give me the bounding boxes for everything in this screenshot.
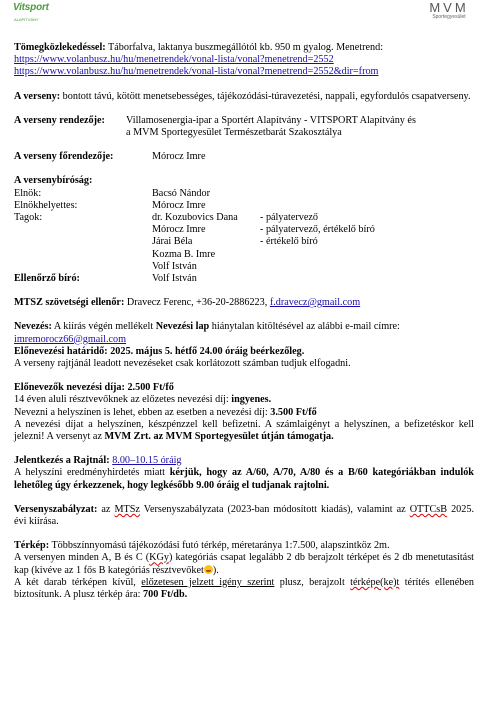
transport-text: Táborfalva, laktanya buszmegállótól kb. 950 m gyalog. Menetrend: [105, 42, 384, 53]
smiley-icon [204, 565, 213, 574]
jury-title: A versenybíróság: [14, 175, 93, 187]
chief-label: A verseny főrendezője: [14, 151, 114, 163]
jury-row: Kozma B. Imre [152, 248, 216, 260]
organizer-label: A verseny rendezője: [14, 114, 105, 126]
mvm-logo [414, 1, 484, 27]
race-paragraph [14, 91, 474, 103]
jury-row: Mórocz Imre - pályatervező, értékelő bíró [152, 224, 375, 236]
rules-label: Versenyszabályzat: [14, 503, 98, 515]
page-header [0, 0, 497, 28]
organizer-block [14, 115, 474, 139]
registration-time: 8.00–10.15 óráig [112, 455, 182, 467]
jury-row: Járai Béla - értékelő bíró [152, 236, 318, 248]
chief-name: Mórocz Imre [152, 151, 206, 163]
timetable-link-1[interactable]: https://www.volanbusz.hu/hu/menetrendek/vonal-lista/vonal?menetrend=2552 [14, 54, 334, 66]
vitsport-logo-sub: ALAPÍTVÁNY [14, 17, 39, 22]
map-label: Térkép: [14, 540, 50, 552]
mvm-logo-text: MVM [429, 0, 469, 15]
race-label: A verseny: [14, 90, 61, 102]
vitsport-logo-text: Vitsport [13, 2, 49, 13]
jury-row: Tagok: dr. Kozubovics Dana - pályatervező [14, 211, 318, 223]
map-paragraph-2: A versenyen minden A, B és C (KGy) kategóriás csapat legalább 2 db berajzolt térképet és 2 db menetutasítást kap (kivéve az 1 fős B kategóriás résztvevőket ). [14, 552, 474, 576]
deadline-line: Előnevezési határidő: 2025. május 5. hétfő 24.00 óráig beérkezőleg. [14, 345, 305, 357]
mvm-logo-sub: Sportegyesület [432, 14, 466, 20]
map-line-1: Térkép: Többszínnyomású tájékozódási futó térkép, méretaránya 1:7.500, alapszintköz 2m. [14, 540, 390, 552]
mtsz-email-link[interactable]: f.dravecz@gmail.com [269, 297, 361, 309]
mtsz-paragraph: MTSZ szövetségi ellenőr: Dravecz Ferenc, +36-20-2886223, f.dravecz@gmail.com [14, 297, 361, 309]
fee-label: Előnevezők nevezési díja: 2.500 Ft/fő [14, 382, 174, 394]
vitsport-logo [13, 2, 75, 26]
entry-email-link[interactable]: imremorocz66@gmail.com [14, 333, 127, 345]
jury-table [14, 188, 474, 286]
jury-row: Elnök: Bacsó Nándor [14, 187, 210, 199]
registration-paragraph: A helyszíni eredményhirdetés miatt kérjük, hogy az A/60, A/70, A/80 és a B/60 kategóriákban indulók lehetőleg úgy érkezzenek, hogy legkésőbb 9.00 óráig el tudjanak rajtolni. [14, 467, 474, 491]
payment-paragraph: A nevezési díjat a helyszínen, készpénzzel kell befizetni. A számlaigényt a helyszínen, a befizetéskor kell jelezni! A versenyt az MVM Zrt. az MVM Sportegyesület útján támogatja. [14, 418, 474, 442]
jury-row: Elnökhelyettes: Mórocz Imre [14, 199, 206, 211]
entry-note: A verseny rajtjánál leadott nevezéseket csak korlátozott számban tudjuk elfogadni. [14, 357, 351, 369]
rules-paragraph: Versenyszabályzat: az MTSz Versenyszabályzata (2023-ban módosított kiadás), valamint az OTTCsB 2025. évi kiírása. [14, 503, 474, 527]
onsite-line: Nevezni a helyszínen is lehet, ebben az esetben a nevezési díj: 3.500 Ft/fő [14, 406, 317, 418]
entry-paragraph: Nevezés: A kiírás végén mellékelt Nevezési lap hiánytalan kitöltésével az alábbi e-mail címre: [14, 321, 400, 333]
chief-row [14, 151, 474, 163]
race-text: bontott távú, kötött menetsebességes, tájékozódási-túravezetési, nappali, egyfordulós csapatverseny. [60, 90, 471, 102]
jury-row: Volf István [152, 260, 197, 272]
mtsz-label: MTSZ szövetségi ellenőr: [14, 297, 125, 309]
entry-label: Nevezés: [14, 321, 52, 333]
transport-paragraph [14, 42, 474, 54]
document-body [14, 42, 474, 601]
timetable-link-2[interactable]: https://www.volanbusz.hu/hu/menetrendek/vonal-lista/vonal?menetrend=2552&dir=from [14, 66, 379, 78]
map-paragraph-3: A két darab térképen kívül, előzetesen jelzett igény szerint plusz, berajzolt térképe(ke)t térítés ellenében biztosítunk. A plusz térkép ára: 700 Ft/db. [14, 576, 475, 600]
under14-line: 14 éven aluli résztvevőknek az előzetes nevezési díj: ingyenes. [14, 394, 272, 406]
organizer-text: Villamosenergia-ipar a Sportért Alapítvány - VITSPORT Alapítvány és a MVM Sportegyesület Természetbarát Szakosztálya [126, 114, 416, 139]
transport-label: Tömegközlekedéssel: [14, 42, 106, 53]
registration-line: Jelentkezés a Rajtnál: 8.00–10.15 óráig [14, 455, 182, 467]
checker-row: Ellenőrző bíró: Volf István [14, 272, 197, 284]
